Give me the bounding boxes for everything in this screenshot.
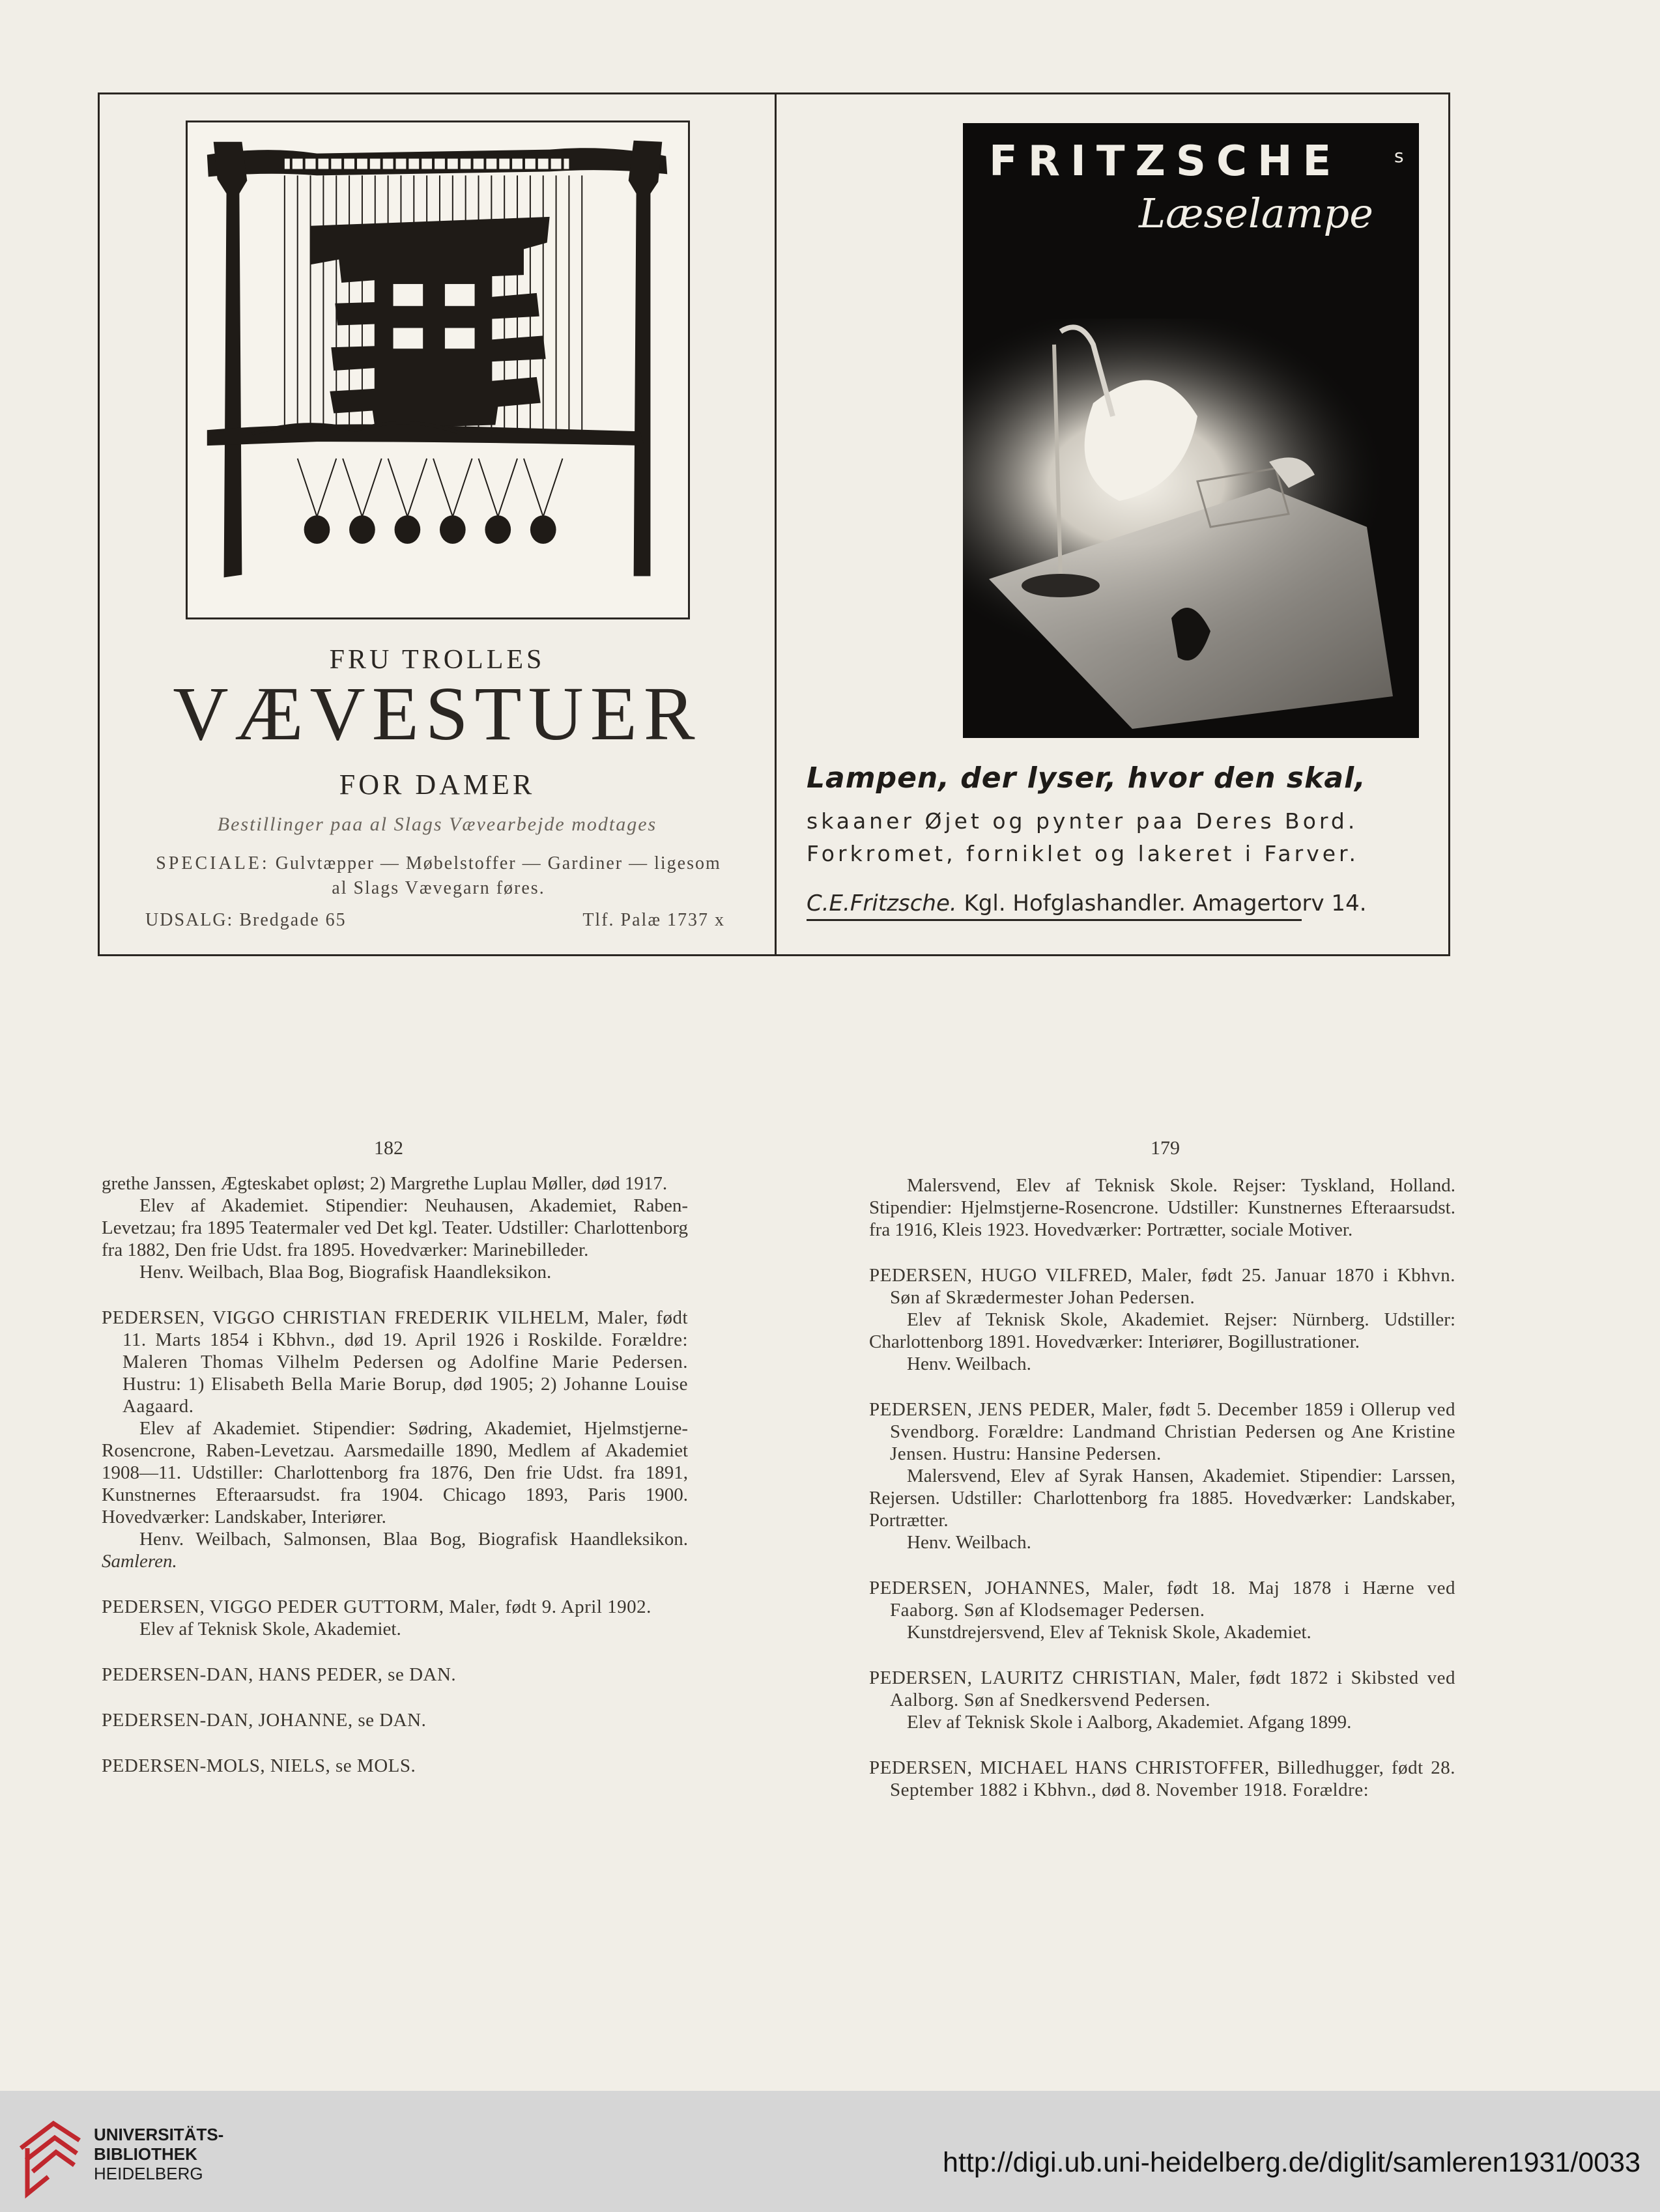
speciale-line1: Gulvtæpper — Møbelstoffer — Gardiner — ligesom	[275, 853, 721, 873]
lamp-photo	[963, 123, 1419, 738]
permalink-url[interactable]: http://digi.ub.uni-heidelberg.de/diglit/samleren1931/0033	[943, 2147, 1640, 2178]
advertisement-panel	[98, 92, 1450, 956]
entry-heading: PEDERSEN-DAN, HANS PEDER, se DAN.	[102, 1664, 457, 1685]
ad-title: VÆVESTUER	[173, 671, 702, 756]
reference-text: Henv. Weilbach, Salmonsen, Blaa Bog, Biografisk Haandleksikon.	[139, 1529, 688, 1550]
library-line1: UNIVERSITÄTS-	[94, 2125, 224, 2144]
reading-lamp-photo-icon	[963, 123, 1419, 738]
page-number-right: 179	[1151, 1137, 1180, 1159]
paragraph: Henv. Weilbach, Blaa Bog, Biografisk Haandleksikon.	[139, 1262, 552, 1283]
paragraph	[102, 1528, 688, 1572]
photo-script: Læselampe	[1139, 190, 1373, 237]
paragraph: Elev af Teknisk Skole, Akademiet. Rejser: Nürnberg. Udstiller: Charlottenborg 1891. Hovedværker: Interiører, Bogillustrationer.	[869, 1309, 1455, 1352]
paragraph: Malersvend, Elev af Teknisk Skole. Rejser: Tyskland, Holland. Stipendier: Hjelmstjerne-Rosencrone. Udstiller: Kunstnernes Efteraarsudst. fra 1916, Kleis 1923. Hovedværker: Portrætter, sociale Motiver.	[869, 1175, 1455, 1240]
speciale-label: SPECIALE:	[156, 853, 270, 873]
ad-vaevestuer	[100, 94, 775, 954]
photo-brand-suffix: s	[1394, 145, 1404, 167]
paragraph: Elev af Teknisk Skole, Akademiet.	[139, 1619, 401, 1639]
speciale-line2: al Slags Vævegarn føres.	[332, 877, 545, 898]
ad-fritzsche	[777, 94, 1450, 954]
company-line	[807, 890, 1367, 921]
entry-heading: PEDERSEN, HUGO VILFRED, Maler, født 25. Januar 1870 i Kbhvn. Søn af Skrædermester Johan Pedersen.	[869, 1265, 1455, 1308]
reference-samleren: Samleren.	[102, 1551, 177, 1572]
entry-heading: PEDERSEN, LAURITZ CHRISTIAN, Maler, født 1872 i Skibsted ved Aalborg. Søn af Snedkersvend Pedersen.	[869, 1667, 1455, 1710]
ad-subtitle: FRU TROLLES	[329, 645, 545, 675]
entry-heading: PEDERSEN, VIGGO CHRISTIAN FREDERIK VILHELM, Maler, født 11. Marts 1854 i Kbhvn., død 19. April 1926 i Roskilde. Forældre: Maleren Thomas Vilhelm Pedersen og Adolfine Marie Pedersen. Hustru: 1) Elisabeth Bella Marie Borup, død 1905; 2) Johanne Louise Aagaard.	[102, 1307, 688, 1417]
paragraph: Elev af Akademiet. Stipendier: Sødring, Akademiet, Hjelmstjerne-Rosencrone, Raben-Levetzau. Aarsmedaille 1890, Medlem af Akademiet 1908—11. Udstiller: Charlottenborg fra 1876, Den frie Udst. fra 1891, Kunstnernes Efteraarsudst. fra 1904. Chicago 1893, Paris 1900. Hovedværker: Landskaber, Interiører.	[102, 1418, 688, 1527]
paragraph: Henv. Weilbach.	[907, 1532, 1031, 1553]
ad-for-damer: FOR DAMER	[339, 769, 536, 801]
paragraph: Elev af Teknisk Skole i Aalborg, Akademiet. Afgang 1899.	[907, 1712, 1352, 1733]
lamp-line1: skaaner Øjet og pynter paa Deres Bord.	[807, 808, 1358, 834]
paragraph: Kunstdrejersvend, Elev af Teknisk Skole, Akademiet.	[907, 1622, 1311, 1643]
loom-with-monogram-icon	[188, 122, 688, 617]
library-line3: HEIDELBERG	[94, 2164, 203, 2183]
lamp-headline: Lampen, der lyser, hvor den skal,	[807, 761, 1366, 795]
paragraph: Elev af Akademiet. Stipendier: Neuhausen, Akademiet, Raben-Levetzau; fra 1895 Teatermaler ved Det kgl. Teater. Udstiller: Charlottenborg fra 1882, Den frie Udst. fra 1895. Hovedværker: Marinebilleder.	[102, 1195, 688, 1260]
page-number-left: 182	[374, 1137, 403, 1159]
entry-heading: PEDERSEN, VIGGO PEDER GUTTORM, Maler, født 9. April 1902.	[102, 1596, 651, 1617]
library-name[interactable]	[94, 2125, 223, 2183]
entry-heading: PEDERSEN, JOHANNES, Maler, født 18. Maj 1878 i Hærne ved Faaborg. Søn af Klodsemager Pedersen.	[869, 1578, 1455, 1621]
entry-heading: PEDERSEN-DAN, JOHANNE, se DAN.	[102, 1710, 427, 1731]
paragraph: grethe Janssen, Ægteskabet opløst; 2) Margrethe Luplau Møller, død 1917.	[102, 1173, 668, 1194]
right-text-column	[869, 1174, 1455, 1801]
company-name: C.E.Fritzsche.	[807, 890, 957, 916]
entry-heading: PEDERSEN, MICHAEL HANS CHRISTOFFER, Billedhugger, født 28. September 1882 i Kbhvn., død 8. November 1918. Forældre:	[869, 1757, 1455, 1800]
entry-heading: PEDERSEN, JENS PEDER, Maler, født 5. December 1859 i Ollerup ved Svendborg. Forældre: Landmand Christian Pedersen og Ane Kristine Jensen. Hustru: Hansine Pedersen.	[869, 1399, 1455, 1464]
library-line2: BIBLIOTHEK	[94, 2144, 197, 2164]
photo-brand: FRITZSCHE	[989, 137, 1342, 186]
lamp-line2: Forkromet, forniklet og lakeret i Farver.	[807, 841, 1360, 866]
entry-heading: PEDERSEN-MOLS, NIELS, se MOLS.	[102, 1755, 416, 1776]
paragraph: Henv. Weilbach.	[907, 1354, 1031, 1374]
ad-bestillinger: Bestillinger paa al Slags Vævearbejde modtages	[217, 814, 657, 835]
library-footer	[0, 2091, 1660, 2212]
telephone: Tlf. Palæ 1737 x	[582, 910, 725, 930]
ad-speciale	[145, 851, 732, 901]
udsalg-address: UDSALG: Bredgade 65	[145, 910, 347, 930]
left-text-column	[102, 1172, 688, 1777]
company-address: Kgl. Hofglashandler. Amagertorv 14.	[956, 890, 1367, 916]
paragraph: Malersvend, Elev af Syrak Hansen, Akademiet. Stipendier: Larssen, Rejersen. Udstiller: Charlottenborg fra 1885. Hovedværker: Landskaber, Portrætter.	[869, 1466, 1455, 1531]
university-library-logo-icon[interactable]	[14, 2109, 86, 2200]
loom-illustration	[186, 121, 690, 619]
